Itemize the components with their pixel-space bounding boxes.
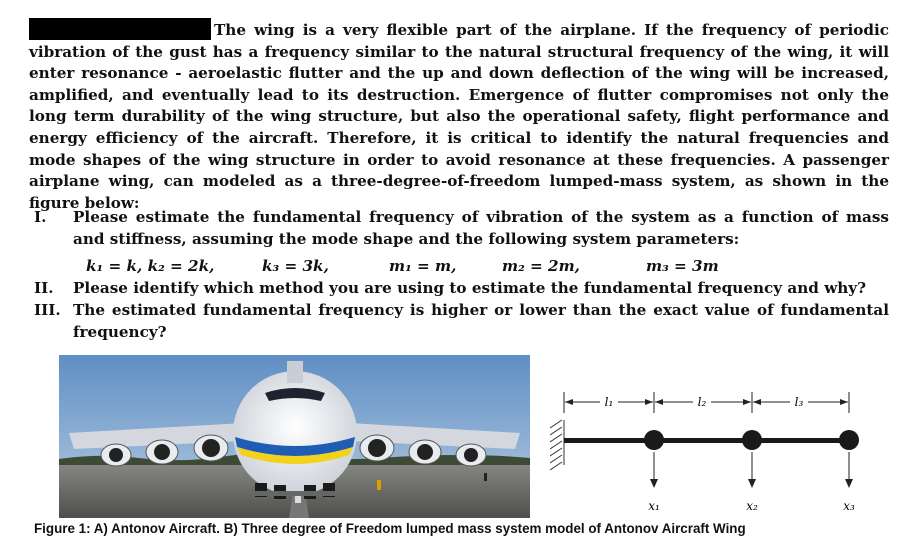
wing-beam	[564, 438, 850, 443]
down-arrow-icon	[748, 479, 756, 488]
length-label-3: l₃	[794, 395, 804, 409]
question-number: III.	[34, 301, 61, 319]
lumped-mass-diagram	[550, 380, 870, 515]
question-number: II.	[34, 279, 54, 297]
question-text: The estimated fundamental frequency is higher or lower than the exact value of fundamental frequency?	[73, 301, 889, 341]
question-text: Please identify which method you are using to estimate the fundamental frequency and why?	[73, 279, 867, 297]
param-m2: m₂ = 2m,	[502, 257, 580, 275]
mass-1	[644, 430, 664, 450]
intro-paragraph: The wing is a very flexible part of the airplane. If the frequency of periodic vibration of the gust has a frequency similar to the natural structural frequency of the wing, it will enter resonance - aeroelastic flutter and the up and down deflection of the wing will be increased, amplified, and eventually lead to its destruction. Emergence of flutter compromises not only the long term durability of the wing structure, but also the operational safety, flight performance and energy efficiency of the aircraft. Therefore, it is critical to identify the natural frequencies and mode shapes of the wing structure in order to avoid resonance at these frequencies. A passenger airplane wing, can modeled as a three-degree-of-freedom lumped-mass system, as shown in the figure below:	[29, 21, 889, 212]
displacement-x2: x₂	[746, 499, 758, 513]
mass-2	[742, 430, 762, 450]
length-label-2: l₂	[697, 395, 707, 409]
question-number: I.	[34, 208, 47, 226]
down-arrow-icon	[845, 479, 853, 488]
mass-3	[839, 430, 859, 450]
antonov-aircraft-photo	[59, 355, 530, 518]
displacement-x3: x₃	[843, 499, 855, 513]
param-k3: k₃ = 3k,	[262, 257, 329, 275]
param-m3: m₃ = 3m	[646, 257, 719, 275]
down-arrow-icon	[650, 479, 658, 488]
figure-caption: Figure 1: A) Antonov Aircraft. B) Three degree of Freedom lumped mass system model of Antonov Aircraft Wing	[34, 521, 746, 536]
fixed-wall	[550, 420, 564, 470]
param-k1-k2: k₁ = k, k₂ = 2k,	[86, 257, 215, 275]
param-m1: m₁ = m,	[389, 257, 457, 275]
length-label-1: l₁	[604, 395, 614, 409]
displacement-x1: x₁	[648, 499, 660, 513]
question-text: Please estimate the fundamental frequency of vibration of the system as a function of mass and stiffness, assuming the mode shape and the following system parameters:	[73, 208, 889, 248]
